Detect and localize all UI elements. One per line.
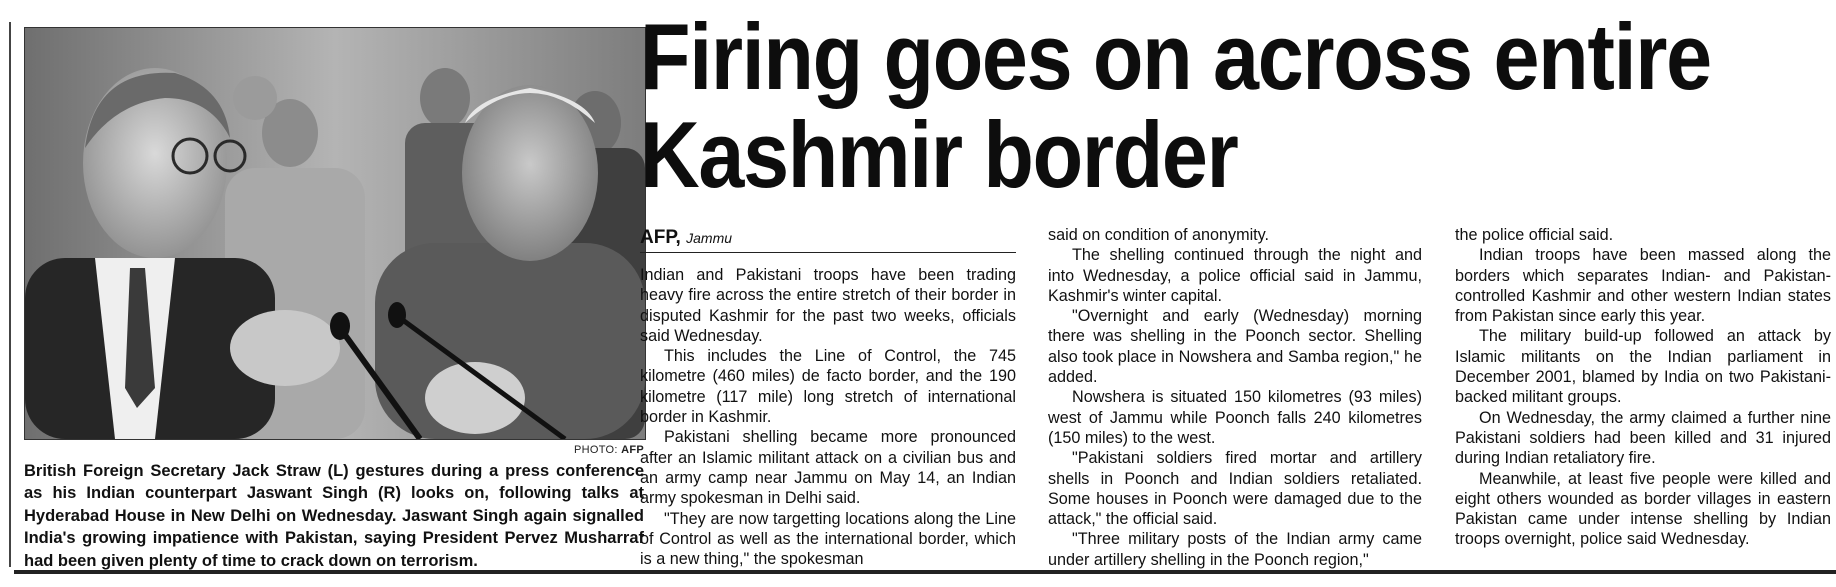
paragraph: Indian troops have been massed along the borders which separates Indian- and Pakistan-controlled Kashmir and other western Indian states from Pakistan since early this year. [1455, 246, 1831, 326]
paragraph: said on condition of anonymity. [1048, 226, 1270, 244]
headline-line-2: Kashmir border [640, 102, 1238, 207]
paragraph: On Wednesday, the army claimed a further nine Pakistani soldiers had been killed and 31 injured during Indian retaliatory fire. [1455, 408, 1831, 468]
bottom-rule [14, 570, 1836, 574]
photo-illustration [25, 28, 645, 439]
paragraph: "Three military posts of the Indian army came under artillery shelling in the Poonch region," [1048, 530, 1422, 569]
paragraph: Meanwhile, at least five people were killed and eight others wounded as border villages in eastern Pakistan came under intense shelling by Indian troops overnight, police said Wednesday. [1455, 469, 1831, 549]
paragraph: The shelling continued through the night and into Wednesday, a police official said in Jammu, Kashmir's winter capital. [1048, 246, 1422, 305]
paragraph: Indian and Pakistani troops have been trading heavy fire across the entire stretch of their border in disputed Kashmir for the past two weeks, officials said Wednesday. [640, 266, 1016, 345]
paragraph: This includes the Line of Control, the 745 kilometre (460 miles) de facto border, and the 190 kilometre (117 mile) long stretch of international border in Kashmir. [640, 347, 1016, 427]
paragraph: "Pakistani soldiers fired mortar and artillery shells in Poonch and Indian soldiers retaliated. Some houses in Poonch were damaged due to the attack," the official said. [1048, 449, 1422, 529]
byline [640, 227, 1016, 253]
byline-agency: AFP, [640, 227, 681, 248]
paragraph: "They are now targetting locations along the Line of Control as well as the international border, which is a new thing," the spokesman [640, 509, 1016, 569]
article-column-2 [1048, 225, 1422, 570]
headline-line-1: Firing goes on across entire [640, 4, 1711, 109]
paragraph: Pakistani shelling became more pronounced after an Islamic militant attack on a civilian bus and an army camp near Jammu on May 14, an Indian army spokesman in Delhi said. [640, 428, 1016, 508]
photo-credit [24, 444, 644, 456]
news-photo [24, 27, 646, 440]
photo-credit-label: PHOTO: [573, 444, 618, 456]
paragraph: Nowshera is situated 150 kilometres (93 miles) west of Jammu while Poonch falls 240 kilometres (150 miles) to the west. [1048, 388, 1422, 447]
paragraph: "Overnight and early (Wednesday) morning there was shelling in the Poonch sector. Shelling also took place in Nowshera and Samba region," he added. [1048, 307, 1422, 387]
left-column-rule [9, 22, 11, 567]
headline [640, 4, 1836, 207]
paragraph: The military build-up followed an attack by Islamic militants on the Indian parliament in December 2001, blamed by India on two Pakistani-backed militant groups. [1455, 327, 1831, 407]
article-column-3 [1455, 225, 1831, 550]
photo-credit-source: AFP [621, 444, 644, 456]
byline-place: Jammu [686, 230, 733, 246]
article-column-1 [640, 265, 1016, 569]
photo-caption: British Foreign Secretary Jack Straw (L) gestures during a press conference as his Indian counterpart Jaswant Singh (R) looks on, following talks at Hyderabad House in New Delhi on Wednesday. Jaswant Singh again signalled India's growing impatience with Pakistan, saying President Pervez Musharraf had been given plenty of time to crack down on terrorism. [24, 462, 644, 570]
paragraph: the police official said. [1455, 226, 1614, 244]
